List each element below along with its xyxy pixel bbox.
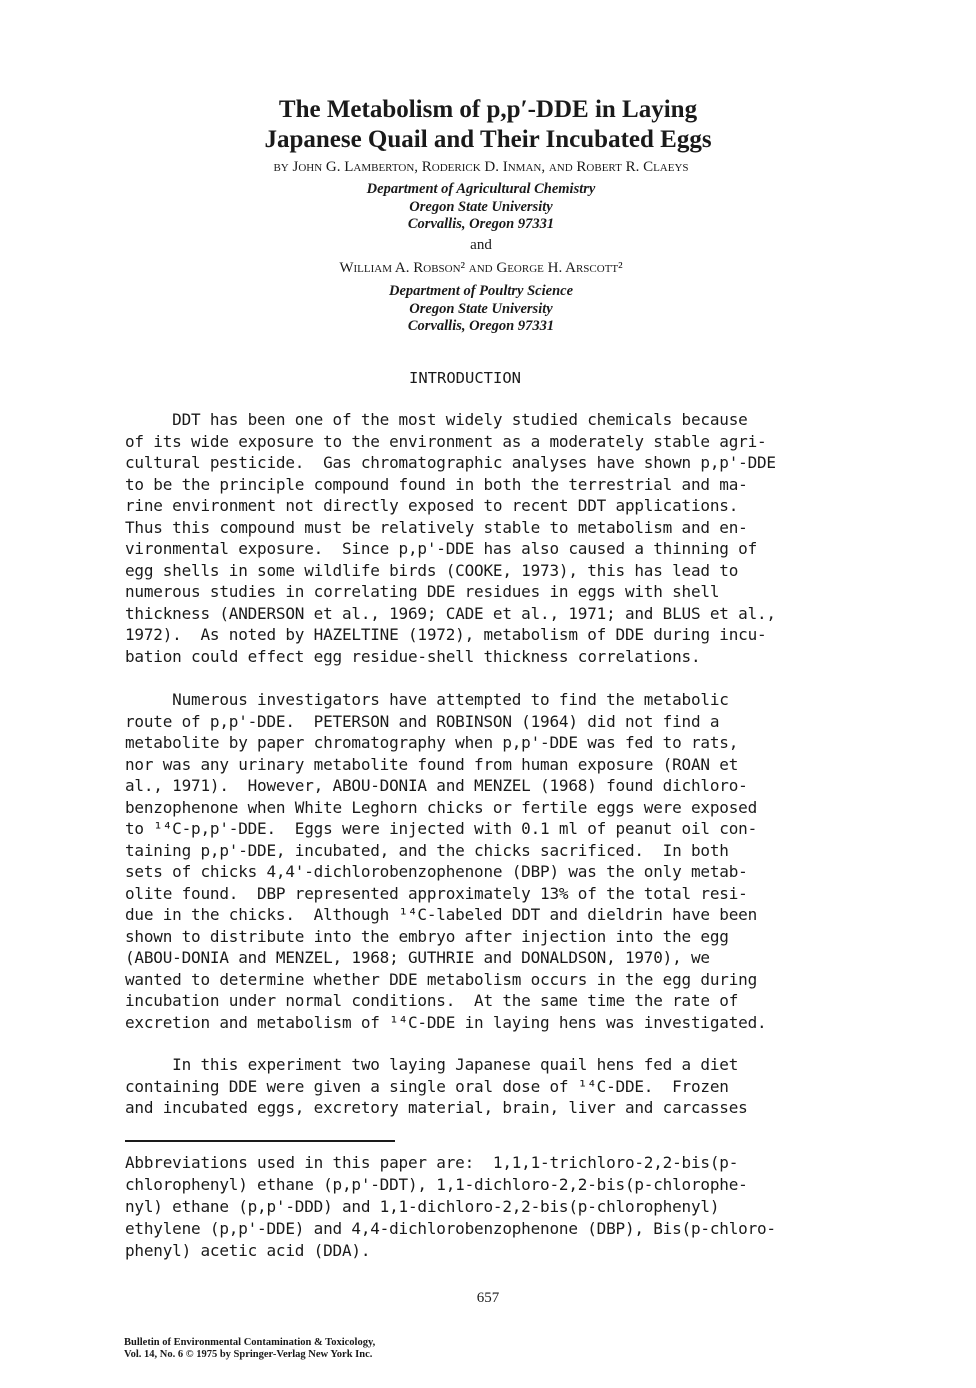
journal-citation [124,1337,375,1361]
paragraph-line: benzophenone when White Leghorn chicks or fertile eggs were exposed [125,797,757,817]
paragraph-line: vironmental exposure. Since p,p'-DDE has also caused a thinning of [125,539,757,558]
footnote [125,1152,885,1262]
paragraph-line: route of p,p'-DDE. PETERSON and ROBINSON (1964) did not find a [125,711,720,731]
affiliation-1-department: Department of Agricultural Chemistry [366,181,596,197]
footnote-line: ethylene (p,p'-DDE) and 4,4-dichlorobenzophenone (DBP), Bis(p-chloro- [125,1219,776,1238]
paragraph-line: In this experiment two laying Japanese quail hens fed a diet [125,1055,739,1074]
section-heading-introduction: INTRODUCTION [409,369,521,387]
paragraph-line: numerous studies in correlating DDE residues in eggs with shell [125,582,720,601]
affiliation-1-city: Corvallis, Oregon 97331 [407,216,555,232]
paragraph-1 [125,409,885,667]
footnote-line: nyl) ethane (p,p'-DDD) and 1,1-dichloro-2,2-bis(p-chlorophenyl) [125,1197,720,1216]
footnote-line: chlorophenyl) ethane (p,p'-DDT), 1,1-dichloro-2,2-bis(p-chlorophe- [125,1175,748,1194]
paragraph-3 [125,1054,885,1119]
footnote-line: Abbreviations used in this paper are: 1,1,1-trichloro-2,2-bis(p- [125,1153,739,1172]
paragraph-line: Thus this compound must be relatively stable to metabolism and en- [125,517,748,537]
affiliation-1-university: Oregon State University [409,198,553,215]
footnote-line: phenyl) acetic acid (DDA). [125,1241,371,1260]
paragraph-line: metabolite by paper chromatography when p,p'-DDE was fed to rats, [125,733,739,752]
paragraph-line: and incubated eggs, excretory material, brain, liver and carcasses [125,1098,748,1117]
journal-line-2: Vol. 14, No. 6 © 1975 by Springer-Verlag New York Inc. [124,1349,373,1360]
paragraph-line: DDT has been one of the most widely studied chemicals because [125,410,748,429]
journal-line-1: Bulletin of Environmental Contamination & Toxicology, [124,1337,376,1348]
paragraph-line: cultural pesticide. Gas chromatographic analyses have shown p,p'-DDE [125,453,776,472]
paragraph-line: (ABOU-DONIA and MENZEL, 1968; GUTHRIE and DONALDSON, 1970), we [125,948,710,967]
paragraph-line: to ¹⁴C-p,p'-DDE. Eggs were injected with 0.1 ml of peanut oil con- [125,819,757,838]
title-line-2: Japanese Quail and Their Incubated Eggs [264,126,712,153]
paragraph-line: nor was any urinary metabolite found from human exposure (ROAN et [125,754,739,774]
paragraph-line: olite found. DBP represented approximately 13% of the total resi- [125,883,748,903]
paper-title [0,95,976,155]
author-conjunction: and [470,237,492,253]
affiliation-2-university: Oregon State University [409,300,553,317]
author-list-2: William A. Robson² and George H. Arscott² [339,260,623,276]
paragraph-line: wanted to determine whether DDE metabolism occurs in the egg during [125,969,757,989]
footnote-divider [125,1140,395,1142]
paragraph-2 [125,689,885,1033]
paragraph-line: containing DDE were given a single oral dose of ¹⁴C-DDE. Frozen [125,1076,729,1096]
paragraph-line: sets of chicks 4,4'-dichlorobenzophenone (DBP) was the only metab- [125,862,748,881]
page-number: 657 [476,1290,500,1306]
author-list-1: by John G. Lamberton, Roderick D. Inman, and Robert R. Claeys [273,159,689,175]
paragraph-line: 1972). As noted by HAZELTINE (1972), metabolism of DDE during incu- [125,625,767,644]
paragraph-line: shown to distribute into the embryo after injection into the egg [125,926,729,946]
paragraph-line: egg shells in some wildlife birds (COOKE, 1973), this has lead to [125,560,739,580]
paragraph-line: to be the principle compound found in both the terrestrial and ma- [125,474,748,494]
paragraph-line: taining p,p'-DDE, incubated, and the chicks sacrificed. In both [125,840,729,860]
paragraph-line: Numerous investigators have attempted to find the metabolic [125,690,729,709]
paragraph-line: bation could effect egg residue-shell thickness correlations. [125,646,701,666]
paragraph-line: al., 1971). However, ABOU-DONIA and MENZEL (1968) found dichloro- [125,776,748,795]
affiliation-2-department: Department of Poultry Science [388,283,574,299]
title-line-1: The Metabolism of p,p′-DDE in Laying [278,96,698,123]
paragraph-line: rine environment not directly exposed to recent DDT applications. [125,496,739,515]
paragraph-line: due in the chicks. Although ¹⁴C-labeled DDT and dieldrin have been [125,905,757,924]
affiliation-2 [0,283,962,336]
paragraph-line: incubation under normal conditions. At the same time the rate of [125,991,739,1010]
paragraph-line: excretion and metabolism of ¹⁴C-DDE in laying hens was investigated. [125,1012,767,1032]
paragraph-line: of its wide exposure to the environment as a moderately stable agri- [125,431,767,451]
affiliation-2-city: Corvallis, Oregon 97331 [407,318,555,334]
affiliation-1 [0,181,962,234]
paragraph-line: thickness (ANDERSON et al., 1969; CADE et al., 1971; and BLUS et al., [125,603,776,623]
